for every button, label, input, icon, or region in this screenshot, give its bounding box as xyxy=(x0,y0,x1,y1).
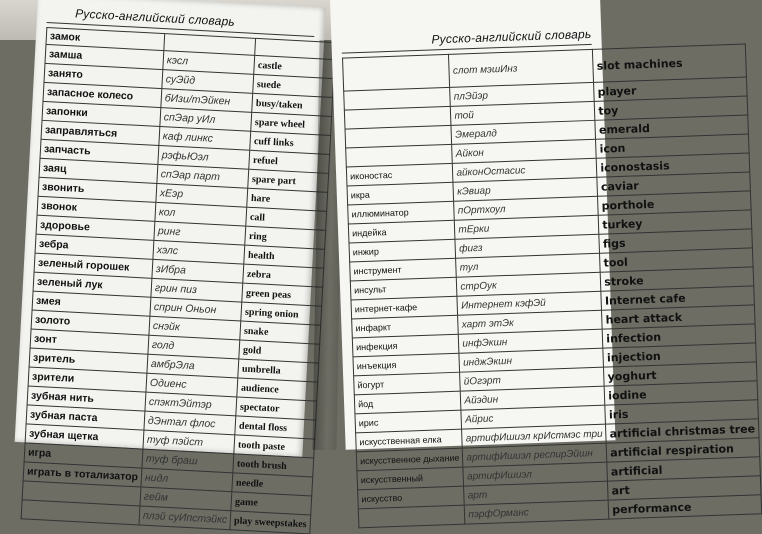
transcription: каф линкс xyxy=(159,127,251,151)
transcription: тЕрки xyxy=(455,215,600,239)
english-word: infection xyxy=(602,324,755,348)
russian-word: игра xyxy=(24,443,143,468)
russian-word: инсульт xyxy=(350,277,457,300)
english-word: suede xyxy=(253,74,333,97)
russian-word xyxy=(343,54,450,91)
transcription: ринг xyxy=(154,221,246,245)
russian-word: зрители xyxy=(28,367,147,392)
russian-word: иконостас xyxy=(346,163,453,186)
transcription: артифИшиэл респирЭйшн xyxy=(463,443,608,467)
dictionary-table xyxy=(342,44,762,529)
english-word: injection xyxy=(603,343,756,367)
russian-word: искусственное дыхание xyxy=(356,448,463,471)
english-word: spare part xyxy=(248,169,328,192)
transcription: дЭнтал флос xyxy=(144,411,236,435)
transcription: грин пиз xyxy=(151,278,243,302)
russian-word xyxy=(358,505,465,528)
transcription: спЭар уИл xyxy=(160,108,252,132)
transcription: инджЭкшн xyxy=(459,348,604,372)
transcription: харт этЭк xyxy=(458,310,603,334)
transcription: туф браш xyxy=(142,449,234,473)
english-word: performance xyxy=(608,495,761,519)
transcription: бИзи/тЭйкен xyxy=(161,89,253,113)
transcription: артифИшиэл xyxy=(463,462,608,486)
english-word: health xyxy=(244,245,324,268)
russian-word: инструмент xyxy=(350,258,457,281)
english-word: tooth brush xyxy=(233,454,313,477)
transcription: айконОстасис xyxy=(453,158,598,182)
english-word: icon xyxy=(596,134,749,158)
russian-word: запонки xyxy=(42,101,161,126)
russian-word: зебра xyxy=(35,234,154,259)
english-word: iconostasis xyxy=(596,153,749,177)
russian-word: искусственный xyxy=(357,467,464,490)
russian-word: золото xyxy=(31,310,150,335)
english-word: gold xyxy=(239,340,319,363)
transcription: фигз xyxy=(455,234,600,258)
transcription: Одиенс xyxy=(146,373,238,397)
english-word: turkey xyxy=(598,210,751,234)
transcription: рэфьЮэл xyxy=(158,145,250,169)
english-word: toy xyxy=(594,96,747,120)
english-word: game xyxy=(231,492,311,515)
russian-word: инжир xyxy=(349,239,456,262)
english-word: audience xyxy=(237,378,317,401)
russian-word: зритель xyxy=(29,348,148,373)
english-word: play sweepstakes xyxy=(230,511,310,534)
transcription: спэктЭйтэр xyxy=(145,392,237,416)
russian-word: звонок xyxy=(37,196,156,221)
english-word: snake xyxy=(240,321,320,344)
russian-word: инфекция xyxy=(352,334,459,357)
transcription: пОртхоул xyxy=(454,196,599,220)
english-word: green peas xyxy=(242,283,322,306)
russian-word: йогурт xyxy=(354,372,461,395)
transcription: слот мэшИнз xyxy=(449,49,594,87)
english-word: slot machines xyxy=(593,44,747,82)
transcription: спЭар парт xyxy=(157,164,249,188)
english-word: stroke xyxy=(600,267,753,291)
transcription: туф пэйст xyxy=(143,430,235,454)
english-word: tool xyxy=(600,248,753,272)
russian-word: змея xyxy=(32,291,151,316)
transcription: хЕэр xyxy=(156,183,248,207)
english-word: Internet cafe xyxy=(601,286,754,310)
russian-word: замок xyxy=(46,27,165,50)
english-word: emerald xyxy=(595,115,748,139)
english-word: refuel xyxy=(249,150,329,173)
english-word: spring onion xyxy=(241,302,321,325)
russian-word: запасное колесо xyxy=(43,82,162,107)
english-word: call xyxy=(246,207,326,230)
russian-word: зубная щетка xyxy=(25,424,144,449)
right-page xyxy=(330,0,756,520)
english-word: iodine xyxy=(604,381,757,405)
english-word: spectator xyxy=(236,397,316,420)
english-word: cuff links xyxy=(250,131,330,154)
russian-word: зубная паста xyxy=(26,405,145,430)
english-word: needle xyxy=(232,473,312,496)
left-page xyxy=(15,0,326,530)
russian-word: зубная нить xyxy=(27,386,146,411)
transcription: той xyxy=(451,101,596,125)
transcription: плэй суИпстэйкс xyxy=(139,506,231,530)
transcription: плЭйэр xyxy=(450,82,595,106)
transcription: Айэдин xyxy=(461,386,606,410)
english-word: caviar xyxy=(597,172,750,196)
dictionary-table xyxy=(21,27,336,534)
transcription: хэлс xyxy=(153,240,245,264)
russian-word: играть в тотализатор xyxy=(23,462,142,487)
english-word: hare xyxy=(247,188,327,211)
transcription: Айрис xyxy=(461,405,606,429)
russian-word: запчасть xyxy=(40,139,159,164)
russian-word: замша xyxy=(45,44,164,69)
transcription: Эмералд xyxy=(451,120,596,144)
transcription: кэсл xyxy=(163,51,255,75)
transcription: Айкон xyxy=(452,139,597,163)
russian-word: заправляться xyxy=(41,120,160,145)
english-word: iris xyxy=(605,400,758,424)
russian-word: зонт xyxy=(30,329,149,354)
transcription: сприн Оньон xyxy=(150,297,242,321)
russian-word: инъекция xyxy=(353,353,460,376)
transcription: кЭвиар xyxy=(453,177,598,201)
transcription: нидл xyxy=(141,468,233,492)
transcription: суЭйд xyxy=(162,70,254,94)
transcription: снэйк xyxy=(149,316,241,340)
english-word: umbrella xyxy=(238,359,318,382)
russian-word: искусственная елка xyxy=(356,429,463,452)
english-word: player xyxy=(594,77,747,101)
russian-word: индейка xyxy=(348,220,455,243)
english-word: porthole xyxy=(598,191,751,215)
english-word: heart attack xyxy=(602,305,755,329)
transcription: голд xyxy=(148,335,240,359)
russian-word: инфаркт xyxy=(352,315,459,338)
russian-word: занято xyxy=(44,63,163,88)
russian-word: иллюминатор xyxy=(348,201,455,224)
page-header: Русско-английский словарь xyxy=(47,0,316,37)
english-word: dental floss xyxy=(235,416,315,439)
transcription: гейм xyxy=(140,487,232,511)
transcription: кол xyxy=(155,202,247,226)
english-word: art xyxy=(608,476,761,500)
russian-word: зеленый лук xyxy=(33,272,152,297)
english-word: artificial christmas tree xyxy=(606,419,759,443)
english-word: yoghurt xyxy=(604,362,757,386)
transcription: Интернет кэфЭй xyxy=(457,291,602,315)
transcription: амбрЭла xyxy=(147,354,239,378)
english-word: figs xyxy=(599,229,752,253)
transcription: йОгэрт xyxy=(460,367,605,391)
english-word: spare wheel xyxy=(251,112,331,135)
english-word: artificial xyxy=(607,457,760,481)
transcription: пэрфОрманс xyxy=(465,500,610,524)
russian-word: здоровье xyxy=(36,215,155,240)
transcription: артифИшиэл крИстмэс три xyxy=(462,424,607,448)
russian-word: звонить xyxy=(38,177,157,202)
transcription: зИбра xyxy=(152,259,244,283)
transcription: инфЭкшн xyxy=(459,329,604,353)
russian-word: йод xyxy=(354,391,461,414)
russian-word: интернет-кафе xyxy=(351,296,458,319)
russian-word: икра xyxy=(347,182,454,205)
english-word: zebra xyxy=(243,264,323,287)
russian-word: ирис xyxy=(355,410,462,433)
russian-word: искусство xyxy=(358,486,465,509)
page-header: Русско-английский словарь xyxy=(341,21,592,54)
transcription: стрОук xyxy=(457,272,602,296)
english-word: ring xyxy=(245,226,325,249)
transcription: арт xyxy=(464,481,609,505)
english-word: tooth paste xyxy=(234,435,314,458)
transcription: тул xyxy=(456,253,601,277)
english-word: busy/taken xyxy=(252,93,332,116)
english-word: artificial respiration xyxy=(606,438,759,462)
russian-word: зеленый горошек xyxy=(34,253,153,278)
english-word: castle xyxy=(254,55,334,78)
russian-word: заяц xyxy=(39,158,158,183)
